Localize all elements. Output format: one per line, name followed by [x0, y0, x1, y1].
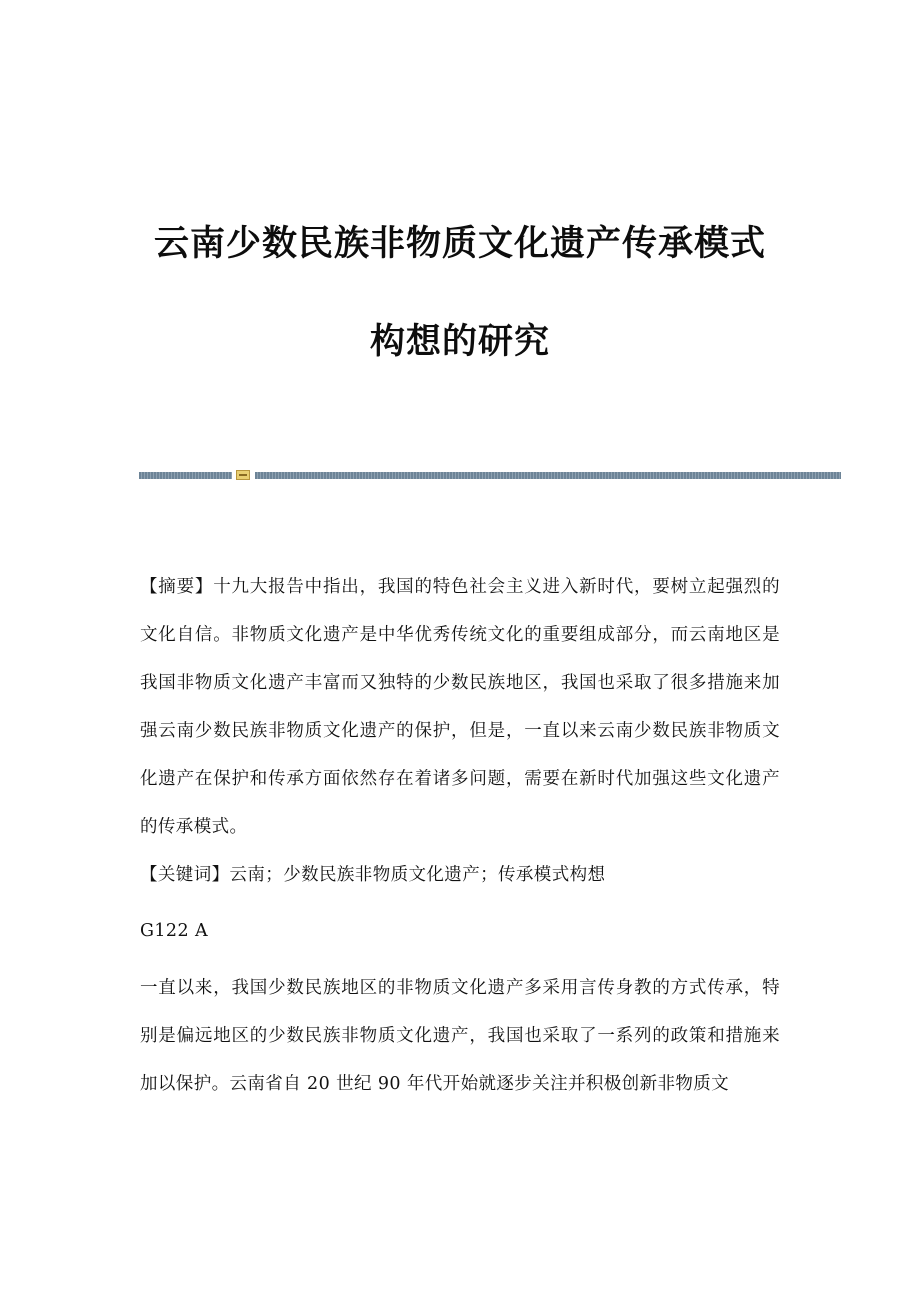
divider-ornament-icon	[236, 470, 250, 480]
classification-code: G122 A	[140, 921, 208, 941]
document-title-line-1: 云南少数民族非物质文化遗产传承模式	[153, 224, 766, 264]
body-paragraph: 一直以来，我国少数民族地区的非物质文化遗产多采用言传身教的方式传承，特别是偏远地区的少数民族非物质文化遗产，我国也采取了一系列的政策和措施来加以保护。云南省自 20 世纪 90 年代开始就逐步关注并积极创新非物质文	[140, 978, 780, 1094]
body-section	[140, 964, 780, 1108]
keywords-text: 【关键词】云南；少数民族非物质文化遗产；传承模式构想	[140, 865, 606, 885]
document-title-line-2: 构想的研究	[369, 322, 550, 362]
abstract-section	[140, 563, 780, 851]
divider-bar-left	[139, 472, 232, 479]
keywords-section	[140, 851, 780, 899]
classification-code-section	[140, 907, 780, 955]
divider-bar-right	[255, 472, 841, 479]
abstract-text: 【摘要】十九大报告中指出，我国的特色社会主义进入新时代，要树立起强烈的文化自信。非物质文化遗产是中华优秀传统文化的重要组成部分，而云南地区是我国非物质文化遗产丰富而又独特的少数民族地区，我国也采取了很多措施来加强云南少数民族非物质文化遗产的保护，但是，一直以来云南少数民族非物质文化遗产在保护和传承方面依然存在着诸多问题，需要在新时代加强这些文化遗产的传承模式。	[140, 577, 780, 837]
decorative-divider	[139, 469, 841, 481]
